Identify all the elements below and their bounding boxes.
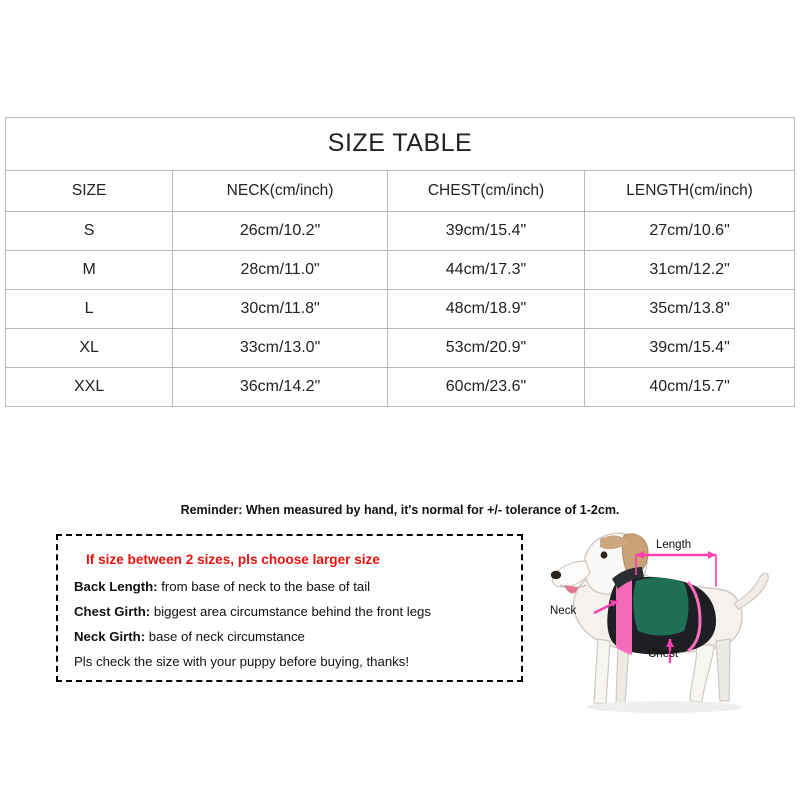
cell-chest: 60cm/23.6" [387, 368, 584, 407]
size-table-container [5, 117, 795, 407]
page-title: SIZE TABLE [6, 118, 795, 171]
note-neck-girth [74, 624, 521, 649]
table-title-row [6, 118, 795, 171]
note-back-length [74, 574, 521, 599]
note-neck-girth-text: base of neck circumstance [145, 629, 305, 644]
column-header-length: LENGTH(cm/inch) [585, 171, 795, 212]
dog-illustration [520, 505, 800, 745]
cell-length: 39cm/15.4" [585, 329, 795, 368]
note-back-length-text: from base of neck to the base of tail [157, 579, 371, 594]
cell-chest: 39cm/15.4" [387, 212, 584, 251]
cell-length: 40cm/15.7" [585, 368, 795, 407]
cell-neck: 26cm/10.2" [173, 212, 388, 251]
cell-neck: 33cm/13.0" [173, 329, 388, 368]
column-header-neck: NECK(cm/inch) [173, 171, 388, 212]
cell-neck: 36cm/14.2" [173, 368, 388, 407]
dog-coat-shape [607, 567, 716, 655]
cell-size: XXL [6, 368, 173, 407]
label-chest: Chest [648, 648, 679, 660]
note-chest-girth [74, 599, 521, 624]
reminder-text: Reminder: When measured by hand, it's normal for +/- tolerance of 1-2cm. [180, 503, 620, 517]
note-headline: If size between 2 sizes, pls choose larger size [86, 552, 380, 567]
note-neck-girth-label: Neck Girth: [74, 629, 146, 644]
cell-neck: 30cm/11.8" [173, 290, 388, 329]
note-chest-girth-label: Chest Girth: [74, 604, 151, 619]
table-row [6, 251, 795, 290]
cell-chest: 53cm/20.9" [387, 329, 584, 368]
table-row [6, 290, 795, 329]
cell-chest: 48cm/18.9" [387, 290, 584, 329]
size-table [5, 117, 795, 407]
note-closing: Pls check the size with your puppy before buying, thanks! [74, 654, 409, 669]
cell-neck: 28cm/11.0" [173, 251, 388, 290]
cell-size: M [6, 251, 173, 290]
cell-chest: 44cm/17.3" [387, 251, 584, 290]
table-row [6, 212, 795, 251]
note-back-length-label: Back Length: [74, 579, 158, 594]
label-length: Length [656, 539, 692, 551]
table-row [6, 329, 795, 368]
table-row [6, 368, 795, 407]
cell-length: 27cm/10.6" [585, 212, 795, 251]
cell-size: L [6, 290, 173, 329]
label-neck: Neck [550, 605, 577, 617]
note-chest-girth-text: biggest area circumstance behind the front legs [150, 604, 431, 619]
table-header-row [6, 171, 795, 212]
cell-length: 35cm/13.8" [585, 290, 795, 329]
measurement-notes-box [56, 534, 523, 682]
column-header-size: SIZE [6, 171, 173, 212]
cell-length: 31cm/12.2" [585, 251, 795, 290]
column-header-chest: CHEST(cm/inch) [387, 171, 584, 212]
cell-size: S [6, 212, 173, 251]
cell-size: XL [6, 329, 173, 368]
